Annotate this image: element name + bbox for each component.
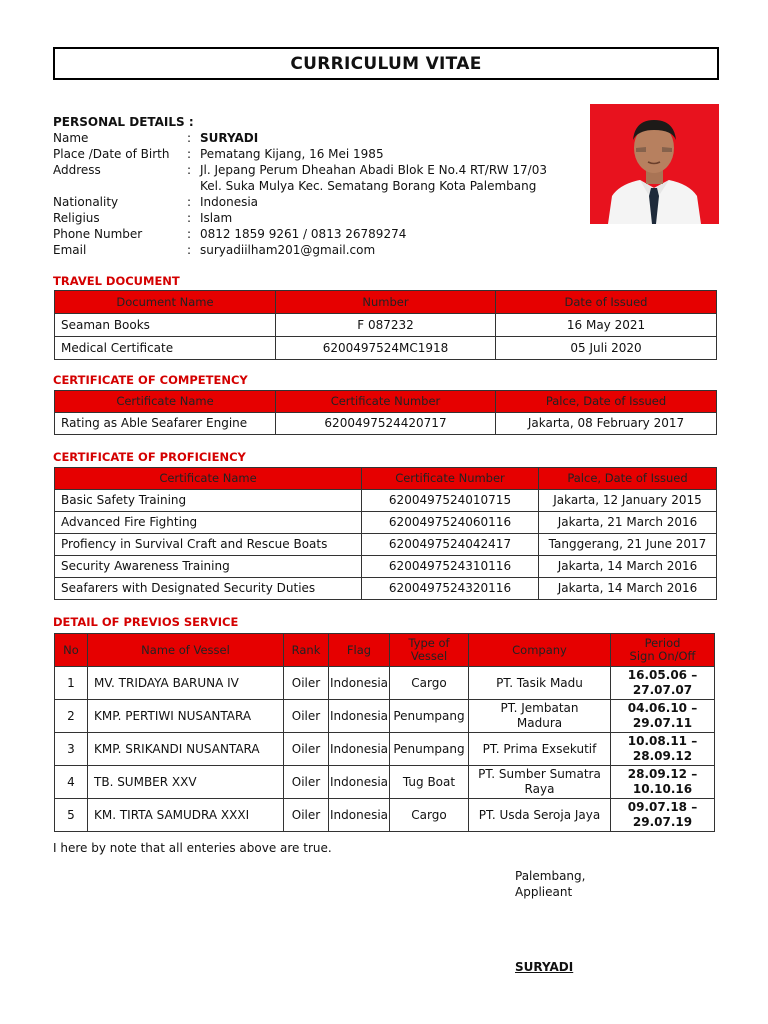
table-row xyxy=(55,556,717,578)
table-header-row xyxy=(55,468,717,490)
table-cell: KMP. PERTIWI NUSANTARA xyxy=(88,700,284,733)
table-cell: Cargo xyxy=(390,667,469,700)
table-cell: 6200497524MC1918 xyxy=(276,337,496,360)
table-cell: 6200497524420717 xyxy=(276,413,496,435)
field-label: Phone Number xyxy=(53,227,143,241)
field-colon: : xyxy=(187,243,192,257)
table-cell: Advanced Fire Fighting xyxy=(55,512,362,534)
table-cell: F 087232 xyxy=(276,314,496,337)
table-cell: 6200497524060116 xyxy=(362,512,539,534)
column-header-company: Company xyxy=(469,634,611,667)
column-header: Certificate Name xyxy=(55,391,276,413)
proficiency-table xyxy=(54,467,717,600)
table-row xyxy=(55,733,715,766)
table-cell: 1 xyxy=(55,667,88,700)
table-cell: Seafarers with Designated Security Duties xyxy=(55,578,362,600)
table-cell: Indonesia xyxy=(329,667,390,700)
signature-place: Palembang, xyxy=(515,869,586,883)
column-header-vessel: Name of Vessel xyxy=(88,634,284,667)
table-cell: Indonesia xyxy=(329,766,390,799)
table-cell: Jakarta, 08 February 2017 xyxy=(496,413,717,435)
table-cell: Jakarta, 14 March 2016 xyxy=(539,556,717,578)
sign-on: 09.07.18 – xyxy=(627,800,698,814)
field-value: suryadiilham201@gmail.com xyxy=(200,243,376,257)
signature-name: SURYADI xyxy=(515,960,574,974)
field-colon: : xyxy=(187,195,192,209)
table-cell: Tug Boat xyxy=(390,766,469,799)
table-cell: Rating as Able Seafarer Engine xyxy=(55,413,276,435)
table-header-row xyxy=(55,391,717,413)
company-line: PT. Usda Seroja Jaya xyxy=(478,807,601,822)
table-cell: Penumpang xyxy=(390,733,469,766)
table-cell: Oiler xyxy=(284,733,329,766)
competency-table xyxy=(54,390,717,435)
table-cell: Oiler xyxy=(284,766,329,799)
company-line: Raya xyxy=(524,782,555,796)
table-header-row xyxy=(55,291,717,314)
column-header: Certificate Name xyxy=(55,468,362,490)
table-cell: Security Awareness Training xyxy=(55,556,362,578)
field-label: Address xyxy=(53,163,101,177)
sign-off: 28.09.12 xyxy=(632,749,693,763)
field-value: SURYADI xyxy=(200,131,259,145)
company-line: PT. Sumber Sumatra xyxy=(478,767,601,781)
table-cell: Jakarta, 12 January 2015 xyxy=(539,490,717,512)
service-heading: DETAIL OF PREVIOS SERVICE xyxy=(53,615,239,629)
travel-document-heading: TRAVEL DOCUMENT xyxy=(53,274,180,288)
table-cell: Seaman Books xyxy=(55,314,276,337)
column-header: Number xyxy=(276,291,496,314)
field-value: Pematang Kijang, 16 Mei 1985 xyxy=(200,147,384,161)
field-colon: : xyxy=(187,131,192,145)
table-cell: 5 xyxy=(55,799,88,832)
column-header: Palce, Date of Issued xyxy=(496,391,717,413)
column-header: Certificate Number xyxy=(362,468,539,490)
table-cell: Indonesia xyxy=(329,799,390,832)
sign-off: 27.07.07 xyxy=(632,683,693,697)
field-colon: : xyxy=(187,163,192,177)
service-table xyxy=(54,633,715,832)
table-cell: Oiler xyxy=(284,799,329,832)
field-value: Islam xyxy=(200,211,233,225)
document-title: CURRICULUM VITAE xyxy=(53,47,719,80)
table-cell xyxy=(611,700,715,733)
table-cell: 6200497524010715 xyxy=(362,490,539,512)
table-cell: 3 xyxy=(55,733,88,766)
table-cell: Jakarta, 14 March 2016 xyxy=(539,578,717,600)
table-row xyxy=(55,667,715,700)
column-header: Document Name xyxy=(55,291,276,314)
sign-on: 16.05.06 – xyxy=(627,668,698,682)
table-cell: Oiler xyxy=(284,667,329,700)
column-header-flag: Flag xyxy=(329,634,390,667)
field-label: Name xyxy=(53,131,89,145)
field-label: Nationality xyxy=(53,195,119,209)
company-line: PT. Tasik Madu xyxy=(496,675,583,690)
table-cell xyxy=(469,766,611,799)
competency-heading: CERTIFICATE OF COMPETENCY xyxy=(53,373,248,387)
table-cell: 16 May 2021 xyxy=(496,314,717,337)
table-cell: 6200497524042417 xyxy=(362,534,539,556)
field-label: Email xyxy=(53,243,87,257)
proficiency-heading: CERTIFICATE OF PROFICIENCY xyxy=(53,450,246,464)
table-cell: Medical Certificate xyxy=(55,337,276,360)
table-row xyxy=(55,490,717,512)
table-cell: MV. TRIDAYA BARUNA IV xyxy=(88,667,284,700)
table-cell xyxy=(469,733,611,766)
table-cell: Penumpang xyxy=(390,700,469,733)
sign-off: 29.07.11 xyxy=(632,716,693,730)
column-header: Date of Issued xyxy=(496,291,717,314)
field-value: Kel. Suka Mulya Kec. Sematang Borang Kota Palembang xyxy=(200,179,537,193)
table-cell xyxy=(611,766,715,799)
table-cell: 2 xyxy=(55,700,88,733)
column-header-type xyxy=(390,634,469,667)
column-header-no: No xyxy=(55,634,88,667)
table-cell xyxy=(469,700,611,733)
column-header: Palce, Date of Issued xyxy=(539,468,717,490)
table-row xyxy=(55,700,715,733)
field-label: Place /Date of Birth xyxy=(53,147,170,161)
personal-details-heading: PERSONAL DETAILS : xyxy=(53,115,194,129)
table-cell: Profiency in Survival Craft and Rescue Boats xyxy=(55,534,362,556)
field-value: 0812 1859 9261 / 0813 26789274 xyxy=(200,227,407,241)
column-header: Certificate Number xyxy=(276,391,496,413)
sign-off: 29.07.19 xyxy=(632,815,693,829)
field-value: Indonesia xyxy=(200,195,259,209)
field-colon: : xyxy=(187,147,192,161)
table-row xyxy=(55,766,715,799)
table-row xyxy=(55,799,715,832)
company-line: Madura xyxy=(516,716,563,730)
company-line: PT. Prima Exsekutif xyxy=(482,741,597,756)
table-cell: 4 xyxy=(55,766,88,799)
field-value: Jl. Jepang Perum Dheahan Abadi Blok E No.4 RT/RW 17/03 xyxy=(200,163,547,177)
declaration-text: I here by note that all enteries above are true. xyxy=(53,841,332,855)
header-line: Period xyxy=(644,636,681,650)
table-cell: Jakarta, 21 March 2016 xyxy=(539,512,717,534)
table-row xyxy=(55,337,717,360)
table-cell: Basic Safety Training xyxy=(55,490,362,512)
signature-role: Applieant xyxy=(515,885,573,899)
sign-on: 04.06.10 – xyxy=(627,701,698,715)
table-cell: TB. SUMBER XXV xyxy=(88,766,284,799)
table-cell: Tanggerang, 21 June 2017 xyxy=(539,534,717,556)
table-row xyxy=(55,512,717,534)
sign-off: 10.10.16 xyxy=(632,782,693,796)
table-cell xyxy=(611,799,715,832)
company-line: PT. Jembatan xyxy=(500,701,579,715)
header-line: Vessel xyxy=(410,649,448,663)
table-row xyxy=(55,534,717,556)
field-label: Religius xyxy=(53,211,100,225)
table-cell: KM. TIRTA SAMUDRA XXXI xyxy=(88,799,284,832)
table-cell: Indonesia xyxy=(329,700,390,733)
table-cell: 6200497524320116 xyxy=(362,578,539,600)
table-cell: Indonesia xyxy=(329,733,390,766)
travel-document-table xyxy=(54,290,717,360)
table-row xyxy=(55,578,717,600)
profile-photo xyxy=(590,104,719,224)
table-cell: 05 Juli 2020 xyxy=(496,337,717,360)
field-colon: : xyxy=(187,227,192,241)
table-cell xyxy=(611,733,715,766)
table-cell: Cargo xyxy=(390,799,469,832)
table-cell xyxy=(611,667,715,700)
table-cell: 6200497524310116 xyxy=(362,556,539,578)
column-header-rank: Rank xyxy=(284,634,329,667)
sign-on: 28.09.12 – xyxy=(627,767,698,781)
table-cell xyxy=(469,667,611,700)
table-cell xyxy=(469,799,611,832)
sign-on: 10.08.11 – xyxy=(627,734,698,748)
field-colon: : xyxy=(187,211,192,225)
table-header-row xyxy=(55,634,715,667)
table-row xyxy=(55,314,717,337)
header-line: Sign On/Off xyxy=(629,649,696,663)
column-header-period xyxy=(611,634,715,667)
header-line: Type of xyxy=(408,636,450,650)
table-row xyxy=(55,413,717,435)
table-cell: Oiler xyxy=(284,700,329,733)
table-cell: KMP. SRIKANDI NUSANTARA xyxy=(88,733,284,766)
